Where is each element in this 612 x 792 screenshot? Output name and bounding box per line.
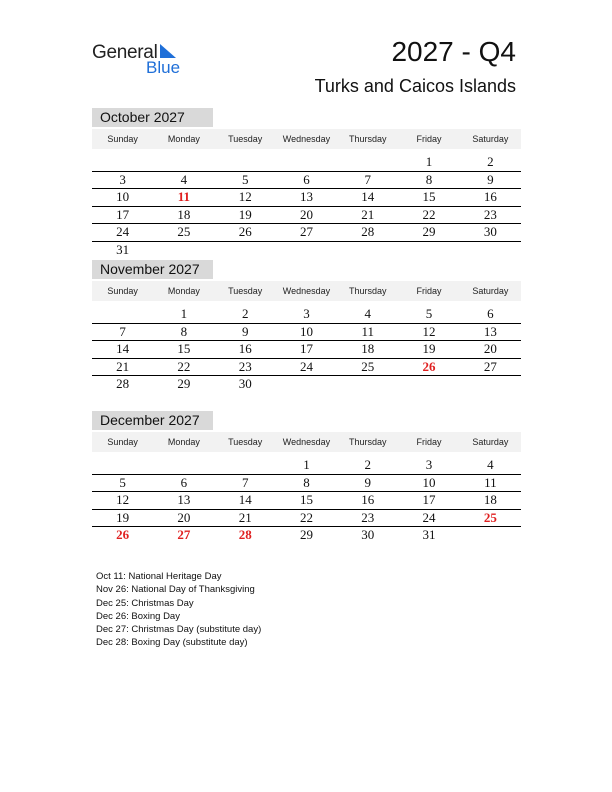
month-december bbox=[92, 411, 521, 544]
day-cell: 24 bbox=[116, 224, 130, 239]
day-cell: 16 bbox=[361, 492, 375, 507]
country-name: Turks and Caicos Islands bbox=[314, 76, 516, 96]
month-title: November 2027 bbox=[92, 260, 213, 279]
weekday-label: Thursday bbox=[349, 134, 387, 144]
day-cell: 17 bbox=[422, 492, 436, 507]
day-cell: 20 bbox=[483, 341, 497, 356]
day-cell: 6 bbox=[487, 306, 494, 321]
day-cell: 8 bbox=[180, 323, 188, 339]
day-cell: 22 bbox=[299, 509, 313, 525]
week-row bbox=[92, 376, 521, 393]
day-cell: 12 bbox=[238, 189, 252, 204]
weekday-label: Friday bbox=[416, 134, 442, 144]
day-cell: 16 bbox=[238, 341, 252, 356]
day-cell: 31 bbox=[422, 527, 436, 542]
week-row bbox=[92, 324, 521, 342]
week-row bbox=[92, 527, 521, 544]
holiday-note: Dec 27: Christmas Day (substitute day) bbox=[96, 624, 262, 636]
day-cell: 18 bbox=[361, 341, 375, 356]
day-cell: 10 bbox=[116, 189, 130, 204]
weekday-label: Wednesday bbox=[282, 437, 331, 447]
day-cell: 5 bbox=[425, 306, 433, 321]
day-cell: 28 bbox=[361, 224, 375, 239]
day-cell: 26 bbox=[116, 527, 130, 542]
logo-blue-text: Blue bbox=[146, 58, 181, 77]
generalblue-logo bbox=[92, 40, 192, 80]
empty-day-cell bbox=[276, 376, 337, 393]
day-cell: 12 bbox=[116, 492, 130, 507]
weekday-label: Monday bbox=[167, 437, 200, 447]
day-cell: 22 bbox=[177, 358, 191, 374]
day-cell: 24 bbox=[422, 509, 436, 525]
weekday-header-row bbox=[92, 432, 521, 452]
page-title: 2027 - Q4 bbox=[391, 36, 516, 67]
weekday-label: Tuesday bbox=[228, 286, 263, 296]
empty-day-cell bbox=[153, 242, 214, 259]
day-cell: 7 bbox=[364, 171, 372, 187]
day-cell: 23 bbox=[361, 509, 375, 525]
day-cell: 27 bbox=[483, 358, 497, 374]
empty-day-cell bbox=[276, 242, 337, 259]
day-cell: 29 bbox=[299, 527, 313, 542]
weekday-label: Thursday bbox=[349, 286, 387, 296]
holiday-note: Oct 11: National Heritage Day bbox=[96, 571, 222, 582]
day-cell: 9 bbox=[241, 323, 249, 339]
week-row bbox=[92, 475, 521, 493]
weekday-label: Saturday bbox=[472, 437, 509, 447]
weekday-label: Monday bbox=[167, 134, 200, 144]
day-cell: 19 bbox=[116, 509, 130, 525]
week-row bbox=[92, 154, 521, 172]
day-cell: 13 bbox=[483, 323, 497, 339]
day-cell: 19 bbox=[238, 206, 252, 222]
day-cell: 29 bbox=[177, 376, 191, 391]
day-cell: 2 bbox=[487, 154, 494, 169]
day-cell: 18 bbox=[483, 492, 497, 507]
day-cell: 5 bbox=[241, 171, 249, 187]
day-cell: 15 bbox=[422, 189, 436, 204]
day-cell: 4 bbox=[487, 457, 494, 472]
day-cell: 13 bbox=[299, 189, 313, 204]
day-cell: 5 bbox=[119, 474, 126, 490]
empty-day-cell bbox=[92, 154, 153, 171]
weekday-label: Sunday bbox=[107, 134, 138, 144]
day-cell: 1 bbox=[303, 457, 310, 472]
empty-day-cell bbox=[215, 242, 276, 259]
empty-day-cell bbox=[398, 242, 459, 259]
day-cell: 14 bbox=[361, 189, 375, 204]
holiday-note: Dec 25: Christmas Day bbox=[96, 597, 194, 609]
weekday-label: Sunday bbox=[107, 286, 138, 296]
empty-day-cell bbox=[337, 376, 398, 393]
day-cell: 7 bbox=[119, 323, 126, 339]
day-cell: 12 bbox=[422, 323, 436, 339]
day-cell: 4 bbox=[364, 306, 372, 321]
week-row bbox=[92, 510, 521, 528]
day-cell: 27 bbox=[177, 527, 191, 542]
weekday-label: Sunday bbox=[107, 437, 138, 447]
day-cell: 27 bbox=[299, 224, 313, 239]
empty-day-cell bbox=[215, 154, 276, 171]
day-cell: 31 bbox=[116, 241, 130, 257]
day-cell: 26 bbox=[238, 224, 252, 239]
weekday-label: Wednesday bbox=[282, 134, 331, 144]
week-row bbox=[92, 224, 521, 242]
day-cell: 3 bbox=[425, 457, 433, 472]
day-cell: 26 bbox=[422, 358, 436, 374]
weekday-label: Saturday bbox=[472, 134, 509, 144]
day-cell: 30 bbox=[483, 224, 497, 239]
week-row bbox=[92, 359, 521, 377]
weekday-label: Friday bbox=[416, 286, 442, 296]
week-row bbox=[92, 172, 521, 190]
day-cell: 28 bbox=[238, 527, 252, 542]
day-cell: 17 bbox=[299, 341, 313, 356]
day-cell: 6 bbox=[303, 171, 310, 187]
day-cell: 22 bbox=[422, 206, 436, 222]
logo-general-text: General bbox=[92, 42, 158, 63]
holiday-note: Nov 26: National Day of Thanksgiving bbox=[96, 584, 255, 596]
month-title: October 2027 bbox=[92, 108, 213, 127]
day-cell: 30 bbox=[238, 376, 252, 391]
day-cell: 13 bbox=[177, 492, 191, 507]
day-cell: 21 bbox=[361, 206, 375, 222]
day-cell: 29 bbox=[422, 224, 436, 239]
weekday-header-row bbox=[92, 281, 521, 301]
empty-day-cell bbox=[337, 154, 398, 171]
empty-day-cell bbox=[153, 154, 214, 171]
day-cell: 24 bbox=[299, 358, 313, 374]
week-row bbox=[92, 341, 521, 359]
day-cell: 21 bbox=[238, 509, 252, 525]
day-cell: 25 bbox=[177, 224, 191, 239]
day-cell: 1 bbox=[180, 306, 188, 321]
day-cell: 20 bbox=[177, 509, 191, 525]
day-cell: 3 bbox=[303, 306, 310, 321]
day-cell: 23 bbox=[238, 358, 252, 374]
month-november bbox=[92, 260, 521, 393]
logo-triangle-icon bbox=[160, 44, 176, 58]
weekday-label: Tuesday bbox=[228, 134, 263, 144]
weekday-label: Wednesday bbox=[282, 286, 331, 296]
day-cell: 9 bbox=[487, 171, 494, 187]
empty-day-cell bbox=[276, 154, 337, 171]
day-cell: 15 bbox=[299, 492, 313, 507]
holiday-notes bbox=[96, 570, 261, 650]
day-cell: 6 bbox=[180, 474, 188, 490]
day-cell: 3 bbox=[119, 171, 126, 187]
empty-day-cell bbox=[92, 457, 153, 474]
empty-day-cell bbox=[398, 376, 459, 393]
day-cell: 8 bbox=[303, 474, 310, 490]
empty-day-cell bbox=[153, 457, 214, 474]
holiday-note: Dec 26: Boxing Day bbox=[96, 610, 180, 622]
empty-day-cell bbox=[460, 242, 521, 259]
week-row bbox=[92, 306, 521, 324]
day-cell: 30 bbox=[361, 527, 375, 542]
weekday-label: Saturday bbox=[472, 286, 509, 296]
week-row bbox=[92, 207, 521, 225]
day-cell: 11 bbox=[177, 189, 191, 204]
day-cell: 16 bbox=[483, 189, 497, 204]
day-cell: 11 bbox=[484, 474, 497, 490]
day-cell: 19 bbox=[422, 341, 436, 356]
month-october bbox=[92, 108, 521, 258]
week-row bbox=[92, 242, 521, 259]
week-row bbox=[92, 457, 521, 475]
day-cell: 2 bbox=[364, 457, 372, 472]
weekday-label: Friday bbox=[416, 437, 442, 447]
empty-day-cell bbox=[460, 376, 521, 393]
empty-day-cell bbox=[460, 527, 521, 544]
weekday-label: Monday bbox=[167, 286, 200, 296]
day-cell: 4 bbox=[180, 171, 188, 187]
empty-day-cell bbox=[92, 306, 153, 323]
day-cell: 20 bbox=[299, 206, 313, 222]
day-cell: 15 bbox=[177, 341, 191, 356]
empty-day-cell bbox=[337, 242, 398, 259]
holiday-note: Dec 28: Boxing Day (substitute day) bbox=[96, 637, 248, 649]
empty-day-cell bbox=[215, 457, 276, 474]
day-cell: 10 bbox=[422, 474, 436, 490]
month-title: December 2027 bbox=[92, 411, 213, 430]
weekday-label: Thursday bbox=[349, 437, 387, 447]
day-cell: 25 bbox=[483, 509, 497, 525]
weekday-label: Tuesday bbox=[228, 437, 263, 447]
day-cell: 17 bbox=[116, 206, 130, 222]
day-cell: 10 bbox=[299, 323, 313, 339]
weekday-header-row bbox=[92, 129, 521, 149]
day-cell: 11 bbox=[361, 323, 375, 339]
day-cell: 14 bbox=[116, 341, 130, 356]
day-cell: 28 bbox=[116, 376, 130, 391]
week-row bbox=[92, 492, 521, 510]
day-cell: 14 bbox=[238, 492, 252, 507]
day-cell: 7 bbox=[241, 474, 249, 490]
day-cell: 21 bbox=[116, 358, 130, 374]
day-cell: 2 bbox=[241, 306, 249, 321]
day-cell: 9 bbox=[364, 474, 372, 490]
day-cell: 23 bbox=[483, 206, 497, 222]
week-row bbox=[92, 189, 521, 207]
day-cell: 1 bbox=[425, 154, 433, 169]
day-cell: 25 bbox=[361, 358, 375, 374]
day-cell: 18 bbox=[177, 206, 191, 222]
day-cell: 8 bbox=[425, 171, 433, 187]
